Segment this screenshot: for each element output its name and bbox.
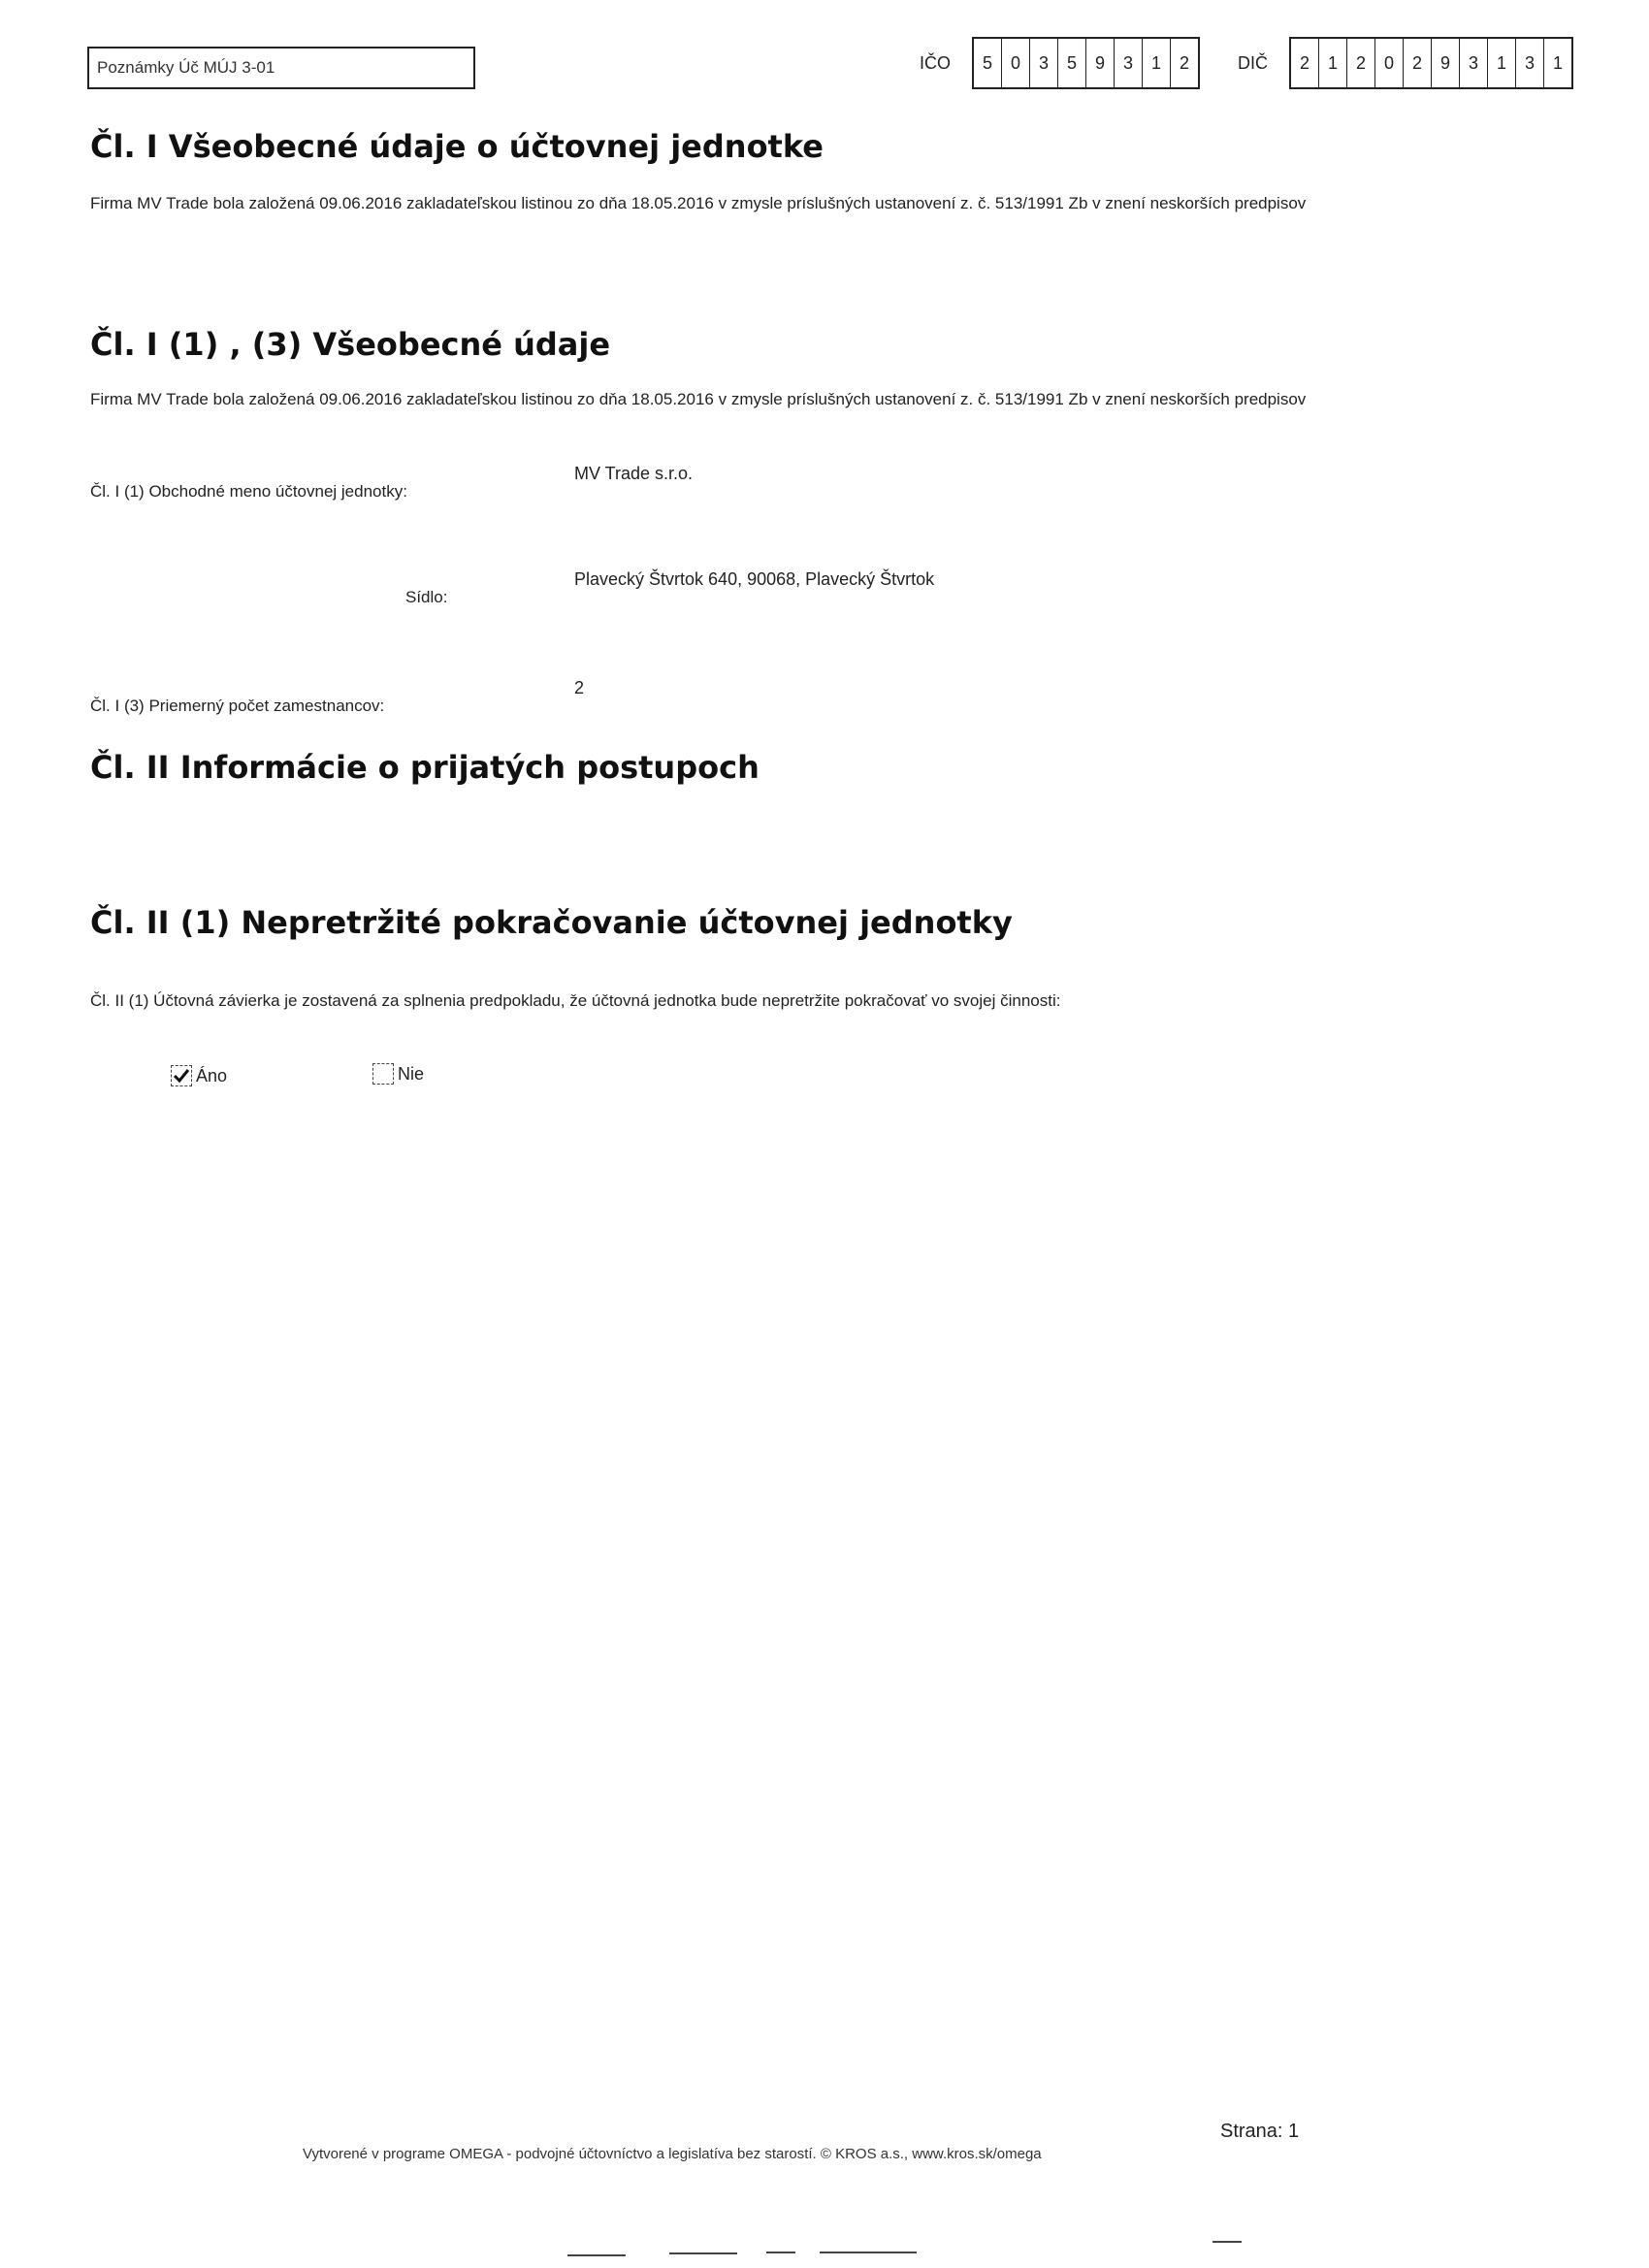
business-name-label: Čl. I (1) Obchodné meno účtovnej jednotky: <box>90 482 407 501</box>
ico-group <box>920 37 1200 89</box>
employees-label: Čl. I (3) Priemerný počet zamestnancov: <box>90 697 385 715</box>
seat-label: Sídlo: <box>405 588 448 606</box>
checkmark-icon <box>173 1067 190 1085</box>
digit-cell: 1 <box>1143 39 1171 87</box>
option-yes[interactable] <box>171 1065 227 1086</box>
scan-artifact <box>820 2252 917 2253</box>
digit-cell: 9 <box>1432 39 1460 87</box>
scan-artifact <box>766 2252 795 2253</box>
dic-group <box>1238 37 1573 89</box>
section-heading-general: Čl. I Všeobecné údaje o účtovnej jednotke <box>90 128 824 165</box>
scan-artifact <box>1212 2241 1242 2243</box>
seat-value: Plavecký Štvrtok 640, 90068, Plavecký Štvrtok <box>574 569 935 589</box>
section-heading-general-details: Čl. I (1) , (3) Všeobecné údaje <box>90 326 611 363</box>
digit-cell: 3 <box>1115 39 1143 87</box>
digit-cell: 3 <box>1030 39 1058 87</box>
section-heading-policies: Čl. II Informácie o prijatých postupoch <box>90 749 760 786</box>
section-text-general-details: Firma MV Trade bola založená 09.06.2016 zakladateľskou listinou zo dňa 18.05.2016 v zmysle príslušných ustanovení z. č. 513/1991 Zb v znení neskorších predpisov <box>90 390 1307 408</box>
form-label-box <box>87 47 475 89</box>
digit-cell: 3 <box>1460 39 1488 87</box>
scan-artifact <box>567 2254 626 2256</box>
digit-cell: 2 <box>1404 39 1432 87</box>
digit-cell: 2 <box>1180 52 1190 73</box>
employees-value: 2 <box>574 678 585 697</box>
yes-checkbox[interactable] <box>171 1065 192 1086</box>
footer-credit: Vytvorené v programe OMEGA - podvojné účtovníctvo a legislatíva bez starostí. © KROS a.s., www.kros.sk/omega <box>303 2146 1042 2162</box>
digit-cell: 0 <box>1375 39 1404 87</box>
digit-cell: 0 <box>1002 39 1030 87</box>
digit-cell: 9 <box>1086 39 1115 87</box>
section-text-general: Firma MV Trade bola založená 09.06.2016 zakladateľskou listinou zo dňa 18.05.2016 v zmysle príslušných ustanovení z. č. 513/1991 Zb v znení neskorších predpisov <box>90 194 1307 212</box>
section-heading-going-concern: Čl. II (1) Nepretržité pokračovanie účtovnej jednotky <box>90 904 1013 941</box>
digit-cell: 5 <box>974 39 1002 87</box>
business-name-value: MV Trade s.r.o. <box>574 464 694 483</box>
no-checkbox[interactable] <box>372 1063 394 1085</box>
going-concern-question: Čl. II (1) Účtovná závierka je zostavená za splnenia predpokladu, že účtovná jednotka bude nepretržite pokračovať vo svojej činnosti: <box>90 991 1061 1010</box>
dic-digits <box>1289 37 1573 89</box>
scan-artifact <box>669 2252 737 2254</box>
ico-digits <box>972 37 1200 89</box>
page-number: Strana: 1 <box>1220 2121 1300 2142</box>
digit-cell: 2 <box>1347 39 1375 87</box>
option-no[interactable] <box>372 1063 424 1085</box>
ico-label: IČO <box>920 52 952 73</box>
digit-cell: 5 <box>1058 39 1086 87</box>
digit-cell: 1 <box>1319 39 1347 87</box>
no-label: Nie <box>398 1063 425 1084</box>
digit-cell: 2 <box>1291 39 1319 87</box>
form-label: Poznámky Úč MÚJ 3-01 <box>97 58 275 77</box>
dic-label: DIČ <box>1238 52 1268 73</box>
digit-cell: 1 <box>1552 52 1563 73</box>
digit-cell: 3 <box>1516 39 1544 87</box>
yes-label: Áno <box>196 1065 228 1085</box>
digit-cell: 1 <box>1488 39 1516 87</box>
